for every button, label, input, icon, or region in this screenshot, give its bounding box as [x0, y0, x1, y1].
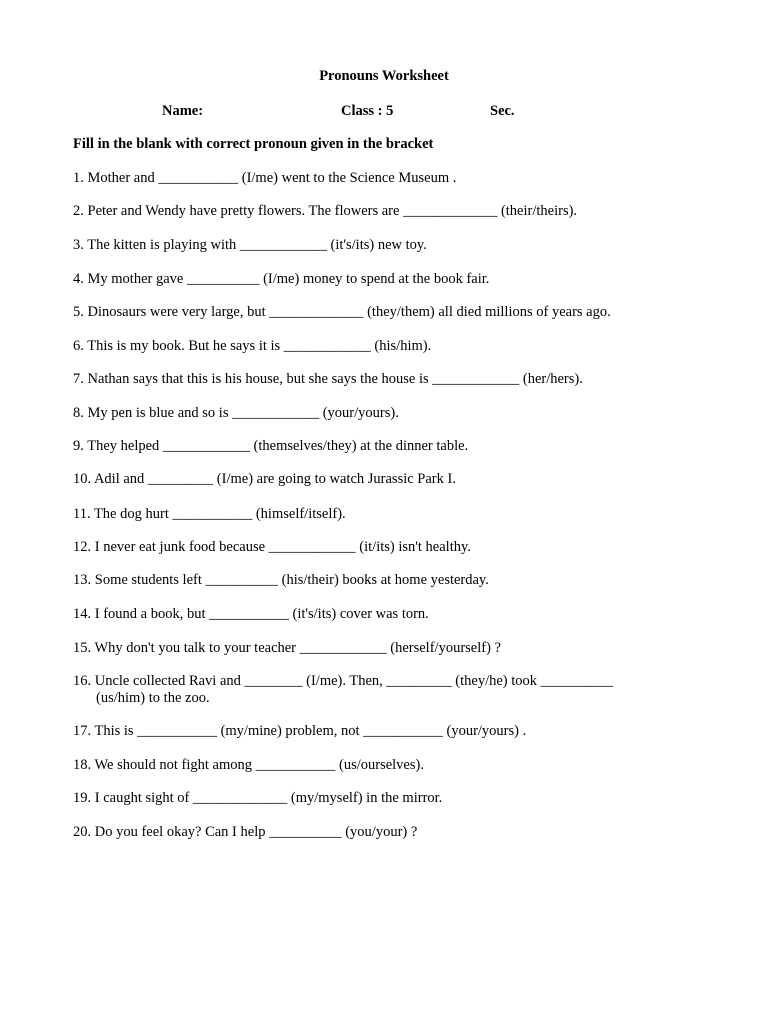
question-9: [73, 438, 693, 455]
question-text: 17. This is ___________ (my/mine) problem, not ___________ (your/yours) .: [73, 723, 527, 739]
question-text: 5. Dinosaurs were very large, but _____________ (they/them) all died millions of years ago.: [73, 304, 611, 320]
worksheet-title: Pronouns Worksheet: [319, 68, 449, 84]
question-19: [73, 790, 693, 807]
question-continuation: (us/him) to the zoo.: [96, 690, 210, 706]
class-label: Class : 5: [341, 103, 394, 119]
question-1: [73, 170, 693, 187]
question-20: [73, 824, 693, 841]
question-text: 1. Mother and ___________ (I/me) went to the Science Museum .: [73, 170, 457, 186]
question-text: 14. I found a book, but ___________ (it's/its) cover was torn.: [73, 606, 429, 622]
question-16: [73, 673, 693, 707]
question-7: [73, 371, 693, 388]
question-15: [73, 640, 693, 657]
instructions: Fill in the blank with correct pronoun given in the bracket: [73, 136, 434, 152]
question-12: [73, 539, 693, 556]
question-text: 3. The kitten is playing with ____________ (it's/its) new toy.: [73, 237, 427, 253]
question-5: [73, 304, 693, 321]
question-4: [73, 271, 693, 288]
question-text: 11. The dog hurt ___________ (himself/itself).: [73, 506, 346, 522]
question-6: [73, 338, 693, 355]
question-3: [73, 237, 693, 254]
question-text: 16. Uncle collected Ravi and ________ (I/me). Then, _________ (they/he) took __________: [73, 673, 614, 689]
question-text: 9. They helped ____________ (themselves/they) at the dinner table.: [73, 438, 469, 454]
question-text: 8. My pen is blue and so is ____________ (your/yours).: [73, 405, 399, 421]
question-text: 10. Adil and _________ (I/me) are going to watch Jurassic Park I.: [73, 471, 456, 487]
question-text: 12. I never eat junk food because ____________ (it/its) isn't healthy.: [73, 539, 471, 555]
question-text: 15. Why don't you talk to your teacher ____________ (herself/yourself) ?: [73, 640, 501, 656]
question-10: [73, 471, 693, 488]
question-text: 6. This is my book. But he says it is ____________ (his/him).: [73, 338, 432, 354]
question-text: 13. Some students left __________ (his/their) books at home yesterday.: [73, 572, 489, 588]
question-text: 20. Do you feel okay? Can I help __________ (you/your) ?: [73, 824, 418, 840]
question-text: 4. My mother gave __________ (I/me) money to spend at the book fair.: [73, 271, 490, 287]
question-text: 2. Peter and Wendy have pretty flowers. The flowers are _____________ (their/theirs).: [73, 203, 578, 219]
question-text: 18. We should not fight among ___________ (us/ourselves).: [73, 757, 424, 773]
name-label: Name:: [162, 103, 204, 119]
section-label: Sec.: [490, 103, 515, 119]
question-11: [73, 506, 693, 523]
question-14: [73, 606, 693, 623]
question-8: [73, 405, 693, 422]
question-text: 7. Nathan says that this is his house, but she says the house is ____________ (her/hers).: [73, 371, 583, 387]
question-text: 19. I caught sight of _____________ (my/myself) in the mirror.: [73, 790, 443, 806]
question-18: [73, 757, 693, 774]
question-2: [73, 203, 693, 220]
question-13: [73, 572, 693, 589]
question-17: [73, 723, 693, 740]
